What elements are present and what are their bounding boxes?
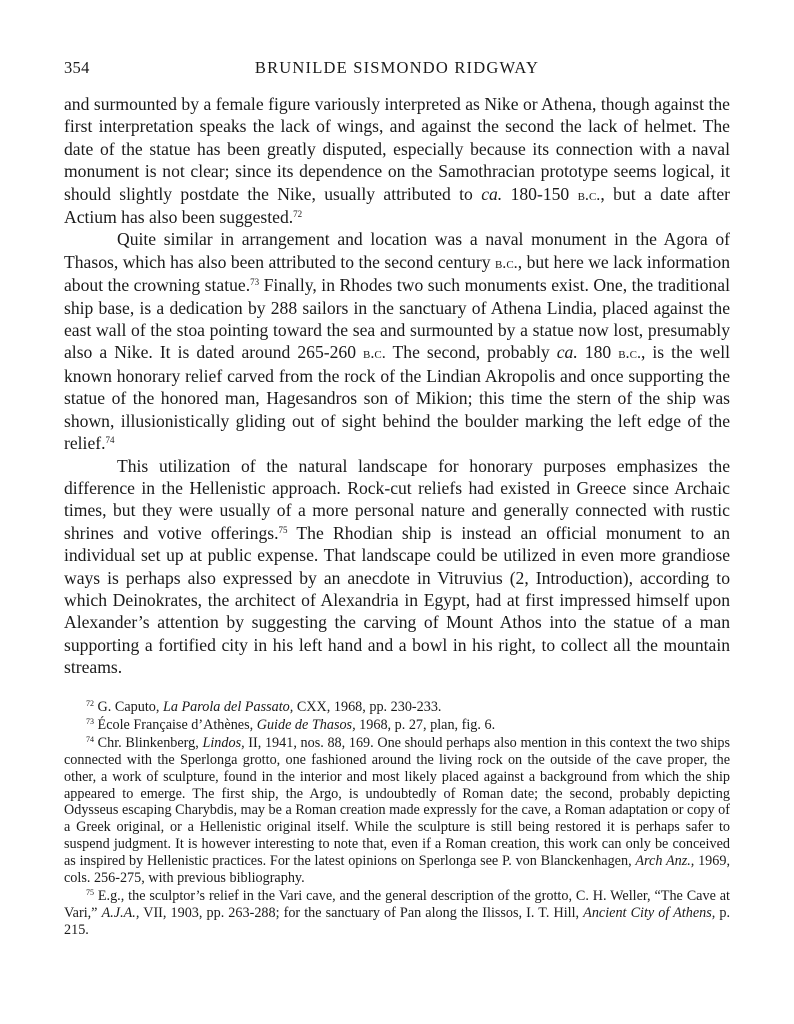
footnote-ref: 72 [86, 699, 94, 708]
italic-text: Ancient City of Athens, [583, 904, 716, 921]
text-run: p. 215. [64, 904, 731, 938]
body-paragraph-3 [64, 455, 730, 679]
running-header [64, 58, 730, 80]
text-run: , but here we lack information about the crowning statue. [64, 251, 730, 296]
footnote-73 [64, 717, 730, 734]
text-run: 1969, cols. 256-275, with previous bibliography. [64, 853, 731, 887]
text-run: , but a date after Actium has also been suggested. [64, 183, 730, 228]
text-run: G. Caputo, [94, 699, 163, 715]
footnote-ref: 74 [105, 435, 115, 446]
footnote-74 [64, 735, 730, 887]
text-run: VII, 1903, pp. 263-288; for the sanctuary of Pan along the Ilissos, I. T. Hill, [139, 904, 584, 921]
italic-text: Guide de Thasos, [256, 716, 356, 733]
body-paragraph-1 [64, 93, 730, 228]
text-run: Finally, in Rhodes two such monuments exist. One, the traditional ship base, is a dedication by 288 sailors in the sanctuary of Athena Lindia, placed against the east wall of the stoa pointing toward the sea and surmounted by a statue now lost, presumably also a Nike. It is dated around 265-260 [64, 275, 730, 363]
footnote-ref: 74 [86, 734, 94, 744]
footnote-ref: 75 [86, 887, 94, 897]
footnote-ref: 72 [293, 209, 303, 220]
italic-text: Arch Anz., [635, 853, 695, 870]
text-run: École Française d’Athènes, [94, 716, 257, 733]
small-caps-text: b.c. [494, 253, 518, 272]
text-run: The second, probably [385, 342, 557, 363]
text-run: E.g., the sculptor’s relief in the Vari cave, and the general description of the grotto, C. H. Weller, “The Cave at Vari,” [64, 887, 730, 921]
footnote-75 [64, 888, 730, 939]
page-number: 354 [64, 58, 90, 77]
text-run: and surmounted by a female figure variously interpreted as Nike or Athena, though against the first interpretation speaks the lack of wings, and against the second the lack of helmet. The date of the statue has been greatly disputed, especially because its connection with a naval monument is not clear; since its dependence on the Samothracian prototype seems logical, it should slightly postdate the Nike, usually attributed to [64, 94, 730, 204]
running-title: BRUNILDE SISMONDO RIDGWAY [254, 58, 540, 77]
italic-text: Lindos, [202, 734, 245, 751]
footnote-72 [64, 699, 730, 716]
body-paragraph-2 [64, 228, 730, 454]
italic-text: A.J.A., [101, 904, 140, 921]
text-run: The Rhodian ship is instead an official monument to an individual set up at public expense. That landscape could be utilized in even more grandiose ways is perhaps also expressed by an anecdote in Vitruvius (2, Introduction), according to which Deinokrates, the architect of Alexandria in Egypt, had at first impressed himself upon Alexander’s attention by suggesting the carving of Mount Athos into the statue of a man supporting a fortified city in his left hand and a bowl in his right, to collect all the mountain streams. [64, 522, 730, 678]
text-run: Quite similar in arrangement and location was a naval monument in the Agora of Thasos, which has also been attributed to the second century [64, 229, 730, 272]
italic-text: La Parola del Passato, [162, 699, 294, 715]
text-run: 180 [577, 342, 619, 363]
text-run: Chr. Blinkenberg, [94, 734, 203, 751]
small-caps-text: b.c. [618, 344, 641, 363]
footnote-ref: 75 [278, 524, 288, 535]
text-run: 1968, p. 27, plan, fig. 6. [355, 716, 496, 733]
footnote-ref: 73 [86, 716, 94, 726]
text-run: II, 1941, nos. 88, 169. One should perhaps also mention in this context the two ships connected with the Sperlonga grotto, one fashioned around the living rock on the outside of the cave proper, the other, a work of sculpture, found in the interior and most likely placed against a background from which the ship appeared to emerge. The first ship, the Argo, is undoubtedly of Roman date; the second, probably depicting Odysseus escaping Charybdis, may be a Roman creation made expressly for the cave, a Roman adaptation or copy of a Greek original, or a Hellenistic original itself. While the sculpture is still being restored it is perhaps safer to suspend judgment. It is however interesting to note that, even if a Roman creation, this work can only be conceived as inspired by Hellenistic practices. For the latest opinions on Sperlonga see P. von Blanckenhagen, [64, 734, 730, 870]
footnotes [64, 699, 730, 940]
small-caps-text: b.c. [577, 185, 601, 204]
italic-text: ca. [481, 183, 503, 204]
text-run: , is the well known honorary relief carved from the rock of the Lindian Akropolis and once supporting the statue of the honored man, Hagesandros son of Mikion; this time the stern of the ship was shown, illusionistically gliding out of sight behind the boulder marking the left edge of the relief. [64, 342, 730, 454]
text-run: CXX, 1968, pp. 230-233. [293, 699, 442, 715]
small-caps-text: b.c. [363, 344, 386, 363]
body-text [64, 93, 730, 679]
italic-text: ca. [556, 342, 578, 363]
text-run: This utilization of the natural landscape for honorary purposes emphasizes the difference in the Hellenistic approach. Rock-cut reliefs had existed in Greece since Archaic times, but they were usually of a more personal nature and generally connected with rustic shrines and votive offerings. [64, 455, 730, 543]
text-run: 180-150 [502, 183, 578, 204]
footnote-ref: 73 [250, 277, 260, 288]
